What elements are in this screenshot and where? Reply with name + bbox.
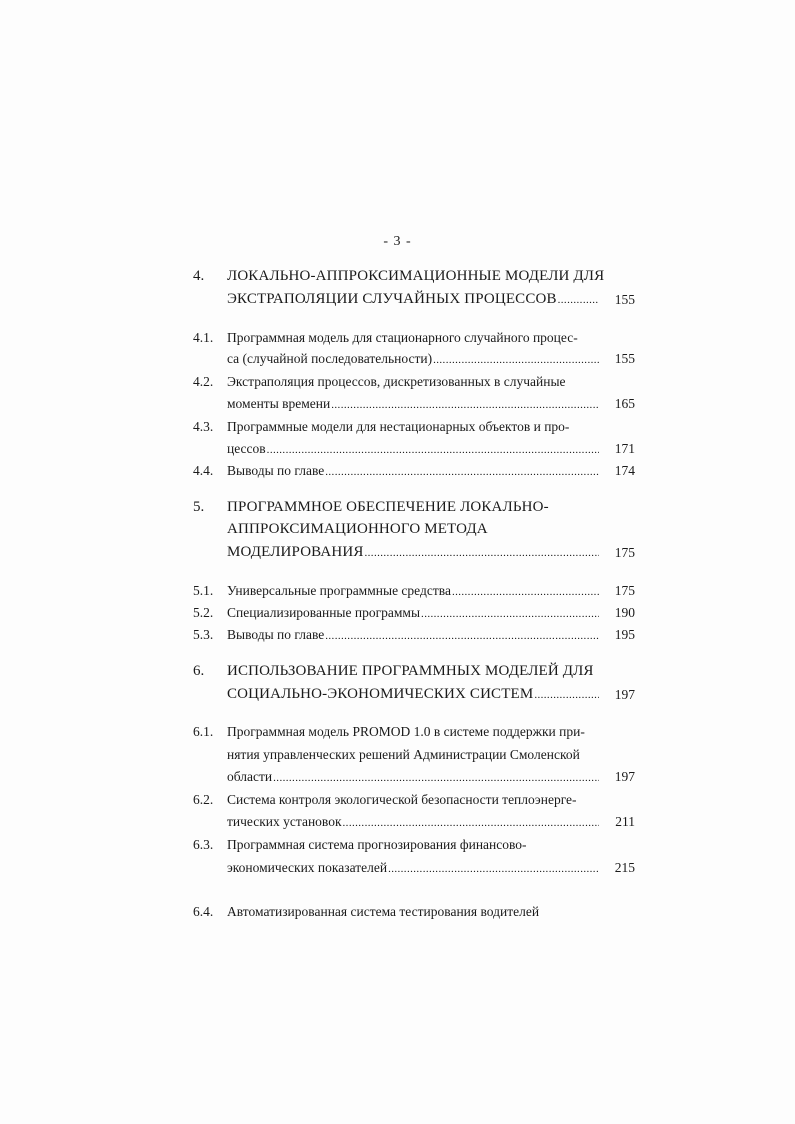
entry-page: 155 (614, 351, 635, 366)
entry-number: 5.1. (193, 583, 214, 598)
entry-title-line: Система контроля экологической безопасности теплоэнерге- (227, 792, 577, 807)
entry-title-line: АППРОКСИМАЦИОННОГО МЕТОДА (227, 521, 488, 537)
dot-leader (452, 586, 599, 598)
dot-leader (325, 466, 599, 478)
entry-title-line: Автоматизированная система тестирования водителей (227, 904, 540, 919)
entry-page: 197 (614, 769, 635, 784)
entry-page: 171 (614, 441, 635, 456)
entry-number: 5. (193, 499, 205, 515)
entry-title-line: МОДЕЛИРОВАНИЯ (227, 544, 364, 560)
dot-leader (433, 354, 599, 366)
entry-page: 165 (614, 396, 635, 411)
dot-leader (267, 444, 599, 456)
entry-title-line: Программная модель PROMOD 1.0 в системе поддержки при- (227, 724, 585, 739)
entry-number: 6.3. (193, 837, 214, 852)
entry-number: 5.2. (193, 605, 214, 620)
entry-page: 175 (614, 545, 635, 560)
entry-title-line: ЭКСТРАПОЛЯЦИИ СЛУЧАЙНЫХ ПРОЦЕССОВ (227, 291, 557, 307)
entry-title-line: области (227, 769, 273, 784)
entry-title-line: ЛОКАЛЬНО-АППРОКСИМАЦИОННЫЕ МОДЕЛИ ДЛЯ (227, 268, 605, 284)
entry-title-line: Выводы по главе (227, 463, 325, 478)
entry-title-line: СОЦИАЛЬНО-ЭКОНОМИЧЕСКИХ СИСТЕМ (227, 686, 534, 702)
dot-leader (331, 399, 599, 411)
entry-page: 174 (614, 463, 635, 478)
entry-title-line: ИСПОЛЬЗОВАНИЕ ПРОГРАММНЫХ МОДЕЛЕЙ ДЛЯ (227, 663, 594, 679)
entry-title-line: Программная система прогнозирования финансово- (227, 837, 527, 852)
entry-number: 4.3. (193, 419, 214, 434)
dot-leader (365, 547, 600, 559)
dot-leader (534, 689, 599, 701)
entry-page: 175 (614, 583, 635, 598)
entry-number: 6.2. (193, 792, 214, 807)
entry-title-line: нятия управленческих решений Администрации Смоленской (227, 747, 580, 762)
entry-title-line: моменты времени (227, 396, 331, 411)
dot-leader (325, 630, 599, 642)
entry-title-line: Программная модель для стационарного случайного процес- (227, 330, 578, 345)
entry-title-line: ПРОГРАММНОЕ ОБЕСПЕЧЕНИЕ ЛОКАЛЬНО- (227, 499, 549, 515)
dot-leader (421, 608, 599, 620)
entry-page: 195 (614, 627, 635, 642)
entry-number: 5.3. (193, 627, 214, 642)
entry-number: 6.1. (193, 724, 214, 739)
dot-leader (558, 294, 599, 306)
entry-page: 215 (614, 860, 635, 875)
dot-leader (273, 772, 599, 784)
entry-title-line: цессов (227, 441, 266, 456)
entry-title-line: Экстраполяция процессов, дискретизованных в случайные (227, 374, 566, 389)
entry-page: 197 (614, 687, 635, 702)
entry-number: 4.1. (193, 330, 214, 345)
entry-number: 4.2. (193, 374, 214, 389)
dot-leader (343, 817, 599, 829)
entry-page: 190 (614, 605, 635, 620)
entry-number: 6. (193, 663, 205, 679)
entry-number: 6.4. (193, 904, 214, 919)
entry-title-line: Специализированные программы (227, 605, 421, 620)
entry-page: 211 (615, 814, 635, 829)
entry-number: 4.4. (193, 463, 214, 478)
entry-title-line: тических установок (227, 814, 342, 829)
entry-title-line: са (случайной последовательности) (227, 351, 433, 366)
dot-leader (388, 863, 599, 875)
entry-number: 4. (193, 268, 205, 284)
entry-title-line: Выводы по главе (227, 627, 325, 642)
entry-title-line: экономических показателей (227, 860, 388, 875)
entry-page: 155 (614, 292, 635, 307)
entry-title-line: Универсальные программные средства (227, 583, 451, 598)
entry-title-line: Программные модели для нестационарных объектов и про- (227, 419, 570, 434)
page-number: - 3 - (383, 234, 412, 249)
